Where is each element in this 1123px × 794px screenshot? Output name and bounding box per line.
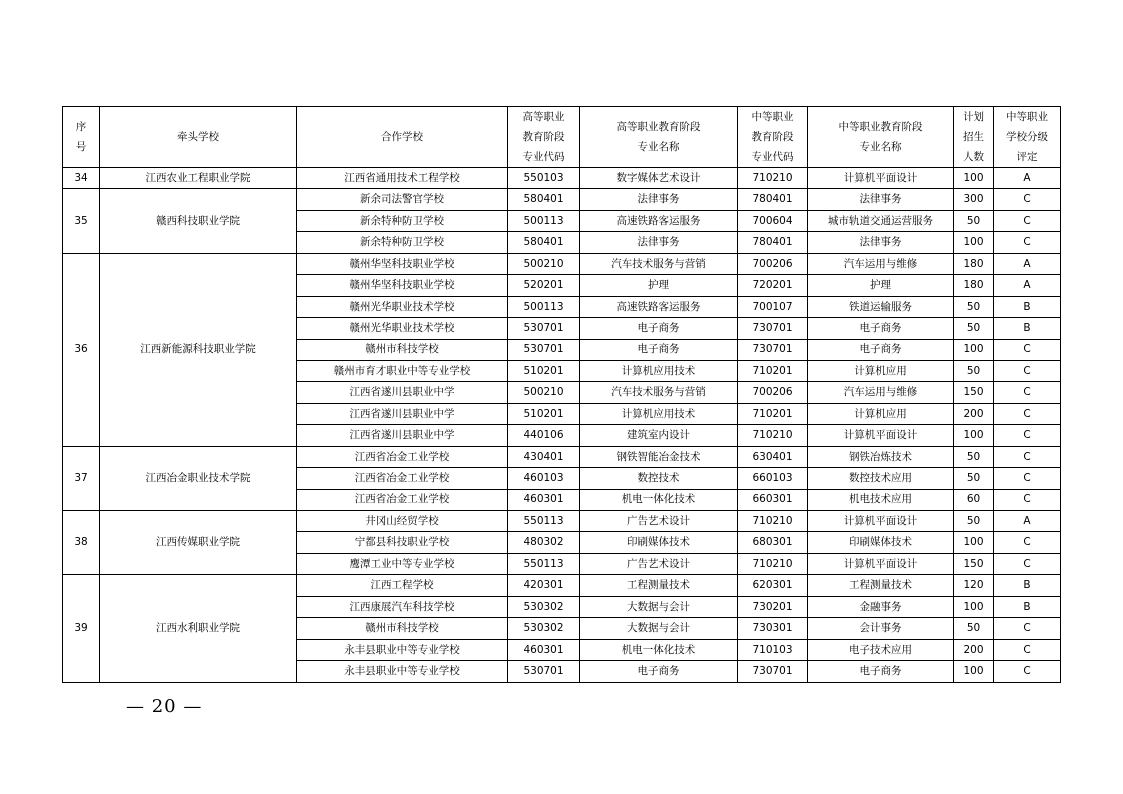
grade-cell: C	[994, 661, 1061, 682]
secondary-name-cell: 计算机应用	[808, 360, 954, 381]
secondary-name-cell: 会计事务	[808, 618, 954, 639]
partner-school-cell: 江西省冶金工业学校	[297, 489, 508, 510]
grade-cell: C	[994, 553, 1061, 574]
table-row	[63, 168, 1061, 189]
plan-count-cell: 50	[954, 468, 994, 489]
higher-code-cell: 580401	[508, 232, 580, 253]
partner-school-cell: 新余司法警官学校	[297, 189, 508, 210]
secondary-name-cell: 汽车运用与维修	[808, 253, 954, 274]
partner-school-cell: 赣州光华职业技术学校	[297, 296, 508, 317]
partner-school-cell: 江西省通用技术工程学校	[297, 168, 508, 189]
higher-code-cell: 530701	[508, 318, 580, 339]
grade-cell: B	[994, 318, 1061, 339]
partner-school-cell: 新余特种防卫学校	[297, 210, 508, 231]
header-higher-name: 高等职业教育阶段 专业名称	[580, 107, 738, 168]
higher-code-cell: 500210	[508, 382, 580, 403]
higher-code-cell: 460103	[508, 468, 580, 489]
secondary-code-cell: 710210	[738, 511, 808, 532]
partner-school-cell: 江西省遂川县职业中学	[297, 382, 508, 403]
higher-code-cell: 530302	[508, 596, 580, 617]
secondary-name-cell: 电子商务	[808, 318, 954, 339]
page-number: — 20 —	[126, 696, 203, 717]
table-body	[63, 168, 1061, 683]
header-secondary-name: 中等职业教育阶段 专业名称	[808, 107, 954, 168]
higher-name-cell: 电子商务	[580, 339, 738, 360]
higher-name-cell: 数控技术	[580, 468, 738, 489]
plan-count-cell: 120	[954, 575, 994, 596]
higher-code-cell: 580401	[508, 189, 580, 210]
grade-cell: C	[994, 403, 1061, 424]
partner-school-cell: 井冈山经贸学校	[297, 511, 508, 532]
higher-code-cell: 510201	[508, 360, 580, 381]
higher-name-cell: 高速铁路客运服务	[580, 210, 738, 231]
grade-cell: A	[994, 253, 1061, 274]
secondary-code-cell: 710201	[738, 403, 808, 424]
secondary-code-cell: 780401	[738, 189, 808, 210]
higher-name-cell: 电子商务	[580, 661, 738, 682]
plan-count-cell: 50	[954, 360, 994, 381]
lead-school-cell: 江西新能源科技职业学院	[100, 253, 297, 446]
grade-cell: B	[994, 575, 1061, 596]
header-partner-school: 合作学校	[297, 107, 508, 168]
secondary-name-cell: 计算机平面设计	[808, 425, 954, 446]
higher-name-cell: 汽车技术服务与营销	[580, 253, 738, 274]
header-plan: 计划 招生 人数	[954, 107, 994, 168]
grade-cell: A	[994, 511, 1061, 532]
partner-school-cell: 鹰潭工业中等专业学校	[297, 553, 508, 574]
grade-cell: C	[994, 210, 1061, 231]
higher-name-cell: 机电一体化技术	[580, 639, 738, 660]
table-row	[63, 511, 1061, 532]
higher-name-cell: 护理	[580, 275, 738, 296]
grade-cell: B	[994, 596, 1061, 617]
higher-code-cell: 500113	[508, 210, 580, 231]
higher-name-cell: 法律事务	[580, 232, 738, 253]
plan-count-cell: 50	[954, 318, 994, 339]
plan-count-cell: 180	[954, 275, 994, 296]
grade-cell: C	[994, 425, 1061, 446]
secondary-code-cell: 730701	[738, 318, 808, 339]
plan-count-cell: 60	[954, 489, 994, 510]
grade-cell: C	[994, 618, 1061, 639]
seq-number-cell: 37	[63, 446, 100, 510]
plan-count-cell: 100	[954, 596, 994, 617]
table-row	[63, 253, 1061, 274]
secondary-code-cell: 660103	[738, 468, 808, 489]
higher-name-cell: 印刷媒体技术	[580, 532, 738, 553]
header-grade: 中等职业 学校分级 评定	[994, 107, 1061, 168]
secondary-code-cell: 700206	[738, 253, 808, 274]
grade-cell: A	[994, 275, 1061, 296]
secondary-code-cell: 710103	[738, 639, 808, 660]
higher-code-cell: 500210	[508, 253, 580, 274]
plan-count-cell: 200	[954, 403, 994, 424]
table-row	[63, 446, 1061, 467]
plan-count-cell: 180	[954, 253, 994, 274]
secondary-code-cell: 710201	[738, 360, 808, 381]
higher-code-cell: 550103	[508, 168, 580, 189]
plan-count-cell: 100	[954, 425, 994, 446]
secondary-code-cell: 720201	[738, 275, 808, 296]
grade-cell: C	[994, 468, 1061, 489]
plan-count-cell: 50	[954, 210, 994, 231]
secondary-code-cell: 710210	[738, 168, 808, 189]
partner-school-cell: 江西省冶金工业学校	[297, 468, 508, 489]
secondary-name-cell: 法律事务	[808, 189, 954, 210]
secondary-code-cell: 620301	[738, 575, 808, 596]
higher-code-cell: 530302	[508, 618, 580, 639]
higher-name-cell: 法律事务	[580, 189, 738, 210]
grade-cell: C	[994, 532, 1061, 553]
partner-school-cell: 赣州光华职业技术学校	[297, 318, 508, 339]
secondary-name-cell: 城市轨道交通运营服务	[808, 210, 954, 231]
secondary-name-cell: 印刷媒体技术	[808, 532, 954, 553]
partner-school-cell: 赣州华坚科技职业学校	[297, 275, 508, 296]
secondary-code-cell: 700206	[738, 382, 808, 403]
plan-count-cell: 100	[954, 168, 994, 189]
secondary-code-cell: 730201	[738, 596, 808, 617]
grade-cell: C	[994, 382, 1061, 403]
header-higher-code: 高等职业 教育阶段 专业代码	[508, 107, 580, 168]
secondary-code-cell: 710210	[738, 553, 808, 574]
header-secondary-code: 中等职业 教育阶段 专业代码	[738, 107, 808, 168]
partner-school-cell: 赣州市科技学校	[297, 618, 508, 639]
secondary-name-cell: 计算机平面设计	[808, 553, 954, 574]
partner-school-cell: 江西省遂川县职业中学	[297, 425, 508, 446]
secondary-code-cell: 730701	[738, 661, 808, 682]
higher-name-cell: 数字媒体艺术设计	[580, 168, 738, 189]
secondary-name-cell: 电子技术应用	[808, 639, 954, 660]
partner-school-cell: 江西省遂川县职业中学	[297, 403, 508, 424]
partner-school-cell: 赣州市科技学校	[297, 339, 508, 360]
higher-code-cell: 480302	[508, 532, 580, 553]
higher-code-cell: 460301	[508, 639, 580, 660]
higher-code-cell: 550113	[508, 553, 580, 574]
grade-cell: C	[994, 189, 1061, 210]
secondary-name-cell: 电子商务	[808, 339, 954, 360]
secondary-code-cell: 660301	[738, 489, 808, 510]
higher-code-cell: 550113	[508, 511, 580, 532]
secondary-code-cell: 700604	[738, 210, 808, 231]
secondary-name-cell: 机电技术应用	[808, 489, 954, 510]
plan-count-cell: 150	[954, 382, 994, 403]
higher-name-cell: 广告艺术设计	[580, 511, 738, 532]
higher-code-cell: 530701	[508, 339, 580, 360]
plan-count-cell: 50	[954, 511, 994, 532]
secondary-name-cell: 计算机平面设计	[808, 511, 954, 532]
lead-school-cell: 江西冶金职业技术学院	[100, 446, 297, 510]
plan-count-cell: 100	[954, 532, 994, 553]
secondary-name-cell: 法律事务	[808, 232, 954, 253]
secondary-name-cell: 工程测量技术	[808, 575, 954, 596]
header-row	[63, 107, 1061, 168]
plan-count-cell: 150	[954, 553, 994, 574]
secondary-name-cell: 护理	[808, 275, 954, 296]
partner-school-cell: 永丰县职业中等专业学校	[297, 639, 508, 660]
secondary-name-cell: 计算机平面设计	[808, 168, 954, 189]
grade-cell: C	[994, 446, 1061, 467]
partner-school-cell: 江西省冶金工业学校	[297, 446, 508, 467]
partner-school-cell: 赣州市育才职业中等专业学校	[297, 360, 508, 381]
secondary-code-cell: 630401	[738, 446, 808, 467]
secondary-name-cell: 电子商务	[808, 661, 954, 682]
plan-count-cell: 50	[954, 446, 994, 467]
secondary-name-cell: 计算机应用	[808, 403, 954, 424]
higher-name-cell: 广告艺术设计	[580, 553, 738, 574]
seq-number-cell: 38	[63, 511, 100, 575]
higher-code-cell: 430401	[508, 446, 580, 467]
secondary-code-cell: 710210	[738, 425, 808, 446]
higher-name-cell: 钢铁智能冶金技术	[580, 446, 738, 467]
higher-code-cell: 500113	[508, 296, 580, 317]
table-row	[63, 575, 1061, 596]
secondary-code-cell: 730301	[738, 618, 808, 639]
higher-name-cell: 大数据与会计	[580, 618, 738, 639]
grade-cell: C	[994, 639, 1061, 660]
secondary-code-cell: 780401	[738, 232, 808, 253]
header-lead-school: 牵头学校	[100, 107, 297, 168]
secondary-name-cell: 汽车运用与维修	[808, 382, 954, 403]
grade-cell: C	[994, 489, 1061, 510]
plan-count-cell: 100	[954, 339, 994, 360]
higher-code-cell: 530701	[508, 661, 580, 682]
lead-school-cell: 江西农业工程职业学院	[100, 168, 297, 189]
grade-cell: C	[994, 360, 1061, 381]
partner-school-cell: 赣州华坚科技职业学校	[297, 253, 508, 274]
lead-school-cell: 江西水利职业学院	[100, 575, 297, 682]
seq-number-cell: 35	[63, 189, 100, 253]
secondary-name-cell: 铁道运输服务	[808, 296, 954, 317]
higher-name-cell: 建筑室内设计	[580, 425, 738, 446]
grade-cell: A	[994, 168, 1061, 189]
higher-name-cell: 电子商务	[580, 318, 738, 339]
plan-count-cell: 300	[954, 189, 994, 210]
higher-name-cell: 计算机应用技术	[580, 403, 738, 424]
grade-cell: C	[994, 339, 1061, 360]
seq-number-cell: 39	[63, 575, 100, 682]
grade-cell: B	[994, 296, 1061, 317]
plan-count-cell: 50	[954, 296, 994, 317]
seq-number-cell: 34	[63, 168, 100, 189]
higher-name-cell: 工程测量技术	[580, 575, 738, 596]
plan-count-cell: 100	[954, 232, 994, 253]
secondary-code-cell: 680301	[738, 532, 808, 553]
grade-cell: C	[994, 232, 1061, 253]
higher-name-cell: 计算机应用技术	[580, 360, 738, 381]
secondary-name-cell: 金融事务	[808, 596, 954, 617]
enrollment-table	[62, 106, 1061, 683]
higher-code-cell: 510201	[508, 403, 580, 424]
lead-school-cell: 赣西科技职业学院	[100, 189, 297, 253]
plan-count-cell: 100	[954, 661, 994, 682]
partner-school-cell: 永丰县职业中等专业学校	[297, 661, 508, 682]
partner-school-cell: 江西康展汽车科技学校	[297, 596, 508, 617]
higher-name-cell: 大数据与会计	[580, 596, 738, 617]
higher-name-cell: 高速铁路客运服务	[580, 296, 738, 317]
partner-school-cell: 江西工程学校	[297, 575, 508, 596]
secondary-code-cell: 730701	[738, 339, 808, 360]
secondary-name-cell: 钢铁冶炼技术	[808, 446, 954, 467]
seq-number-cell: 36	[63, 253, 100, 446]
higher-code-cell: 460301	[508, 489, 580, 510]
higher-name-cell: 机电一体化技术	[580, 489, 738, 510]
plan-count-cell: 50	[954, 618, 994, 639]
partner-school-cell: 宁都县科技职业学校	[297, 532, 508, 553]
higher-code-cell: 420301	[508, 575, 580, 596]
higher-code-cell: 440106	[508, 425, 580, 446]
table-row	[63, 189, 1061, 210]
plan-count-cell: 200	[954, 639, 994, 660]
lead-school-cell: 江西传媒职业学院	[100, 511, 297, 575]
secondary-code-cell: 700107	[738, 296, 808, 317]
higher-code-cell: 520201	[508, 275, 580, 296]
secondary-name-cell: 数控技术应用	[808, 468, 954, 489]
partner-school-cell: 新余特种防卫学校	[297, 232, 508, 253]
higher-name-cell: 汽车技术服务与营销	[580, 382, 738, 403]
header-seq: 序 号	[63, 107, 100, 168]
